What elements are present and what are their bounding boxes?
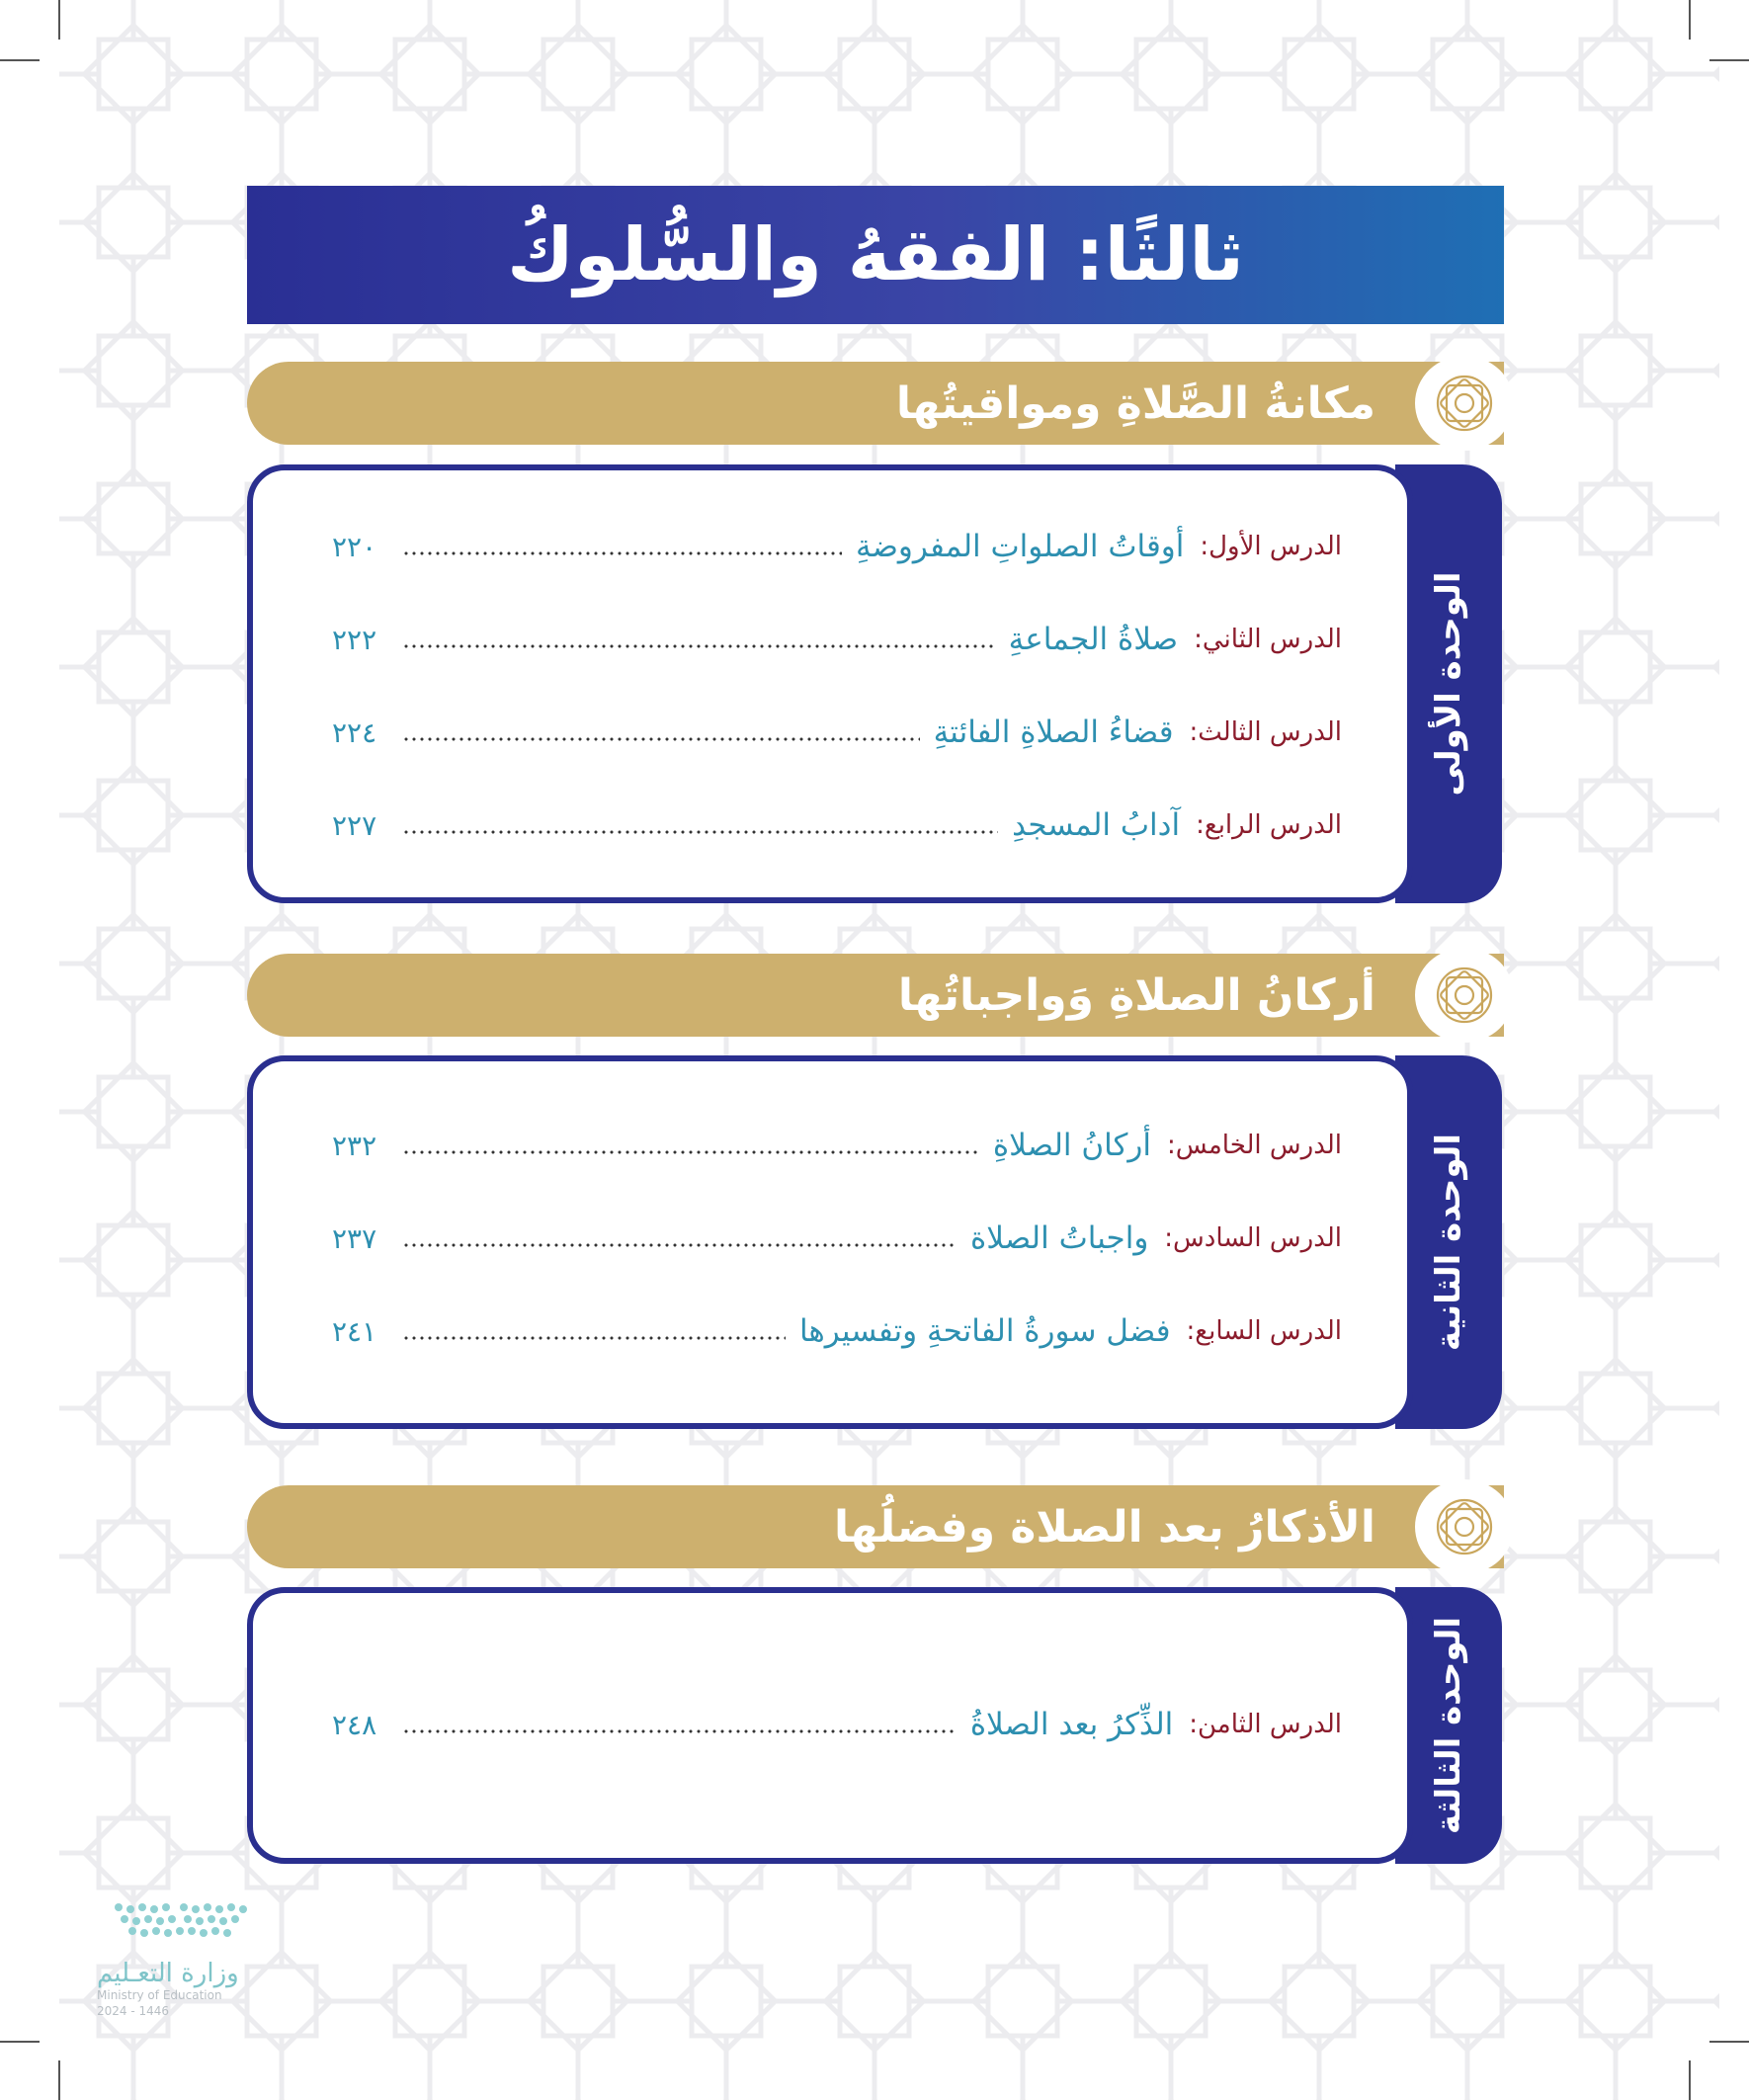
crop-mark xyxy=(1709,59,1749,61)
page-number: ٢٢٧ xyxy=(332,808,377,842)
unit-label: الوحدة الأولى xyxy=(1429,571,1468,797)
lesson-title: أوقاتُ الصلواتِ المفروضةِ xyxy=(855,529,1185,564)
dot-leader xyxy=(402,1243,957,1247)
page-title: ثالثًا: الفقهُ والسُّلوكُ xyxy=(507,212,1244,297)
section-tab xyxy=(1415,948,1514,1043)
dot-leader xyxy=(402,551,842,555)
section-header-3 xyxy=(247,1485,1504,1568)
lesson-row[interactable] xyxy=(332,708,1342,757)
crop-mark xyxy=(1689,2060,1691,2100)
unit-box-1 xyxy=(247,464,1413,903)
lesson-row[interactable] xyxy=(332,1306,1342,1356)
lesson-title: أركانُ الصلاةِ xyxy=(992,1128,1151,1163)
lesson-label: الدرس الثامن: xyxy=(1189,1710,1342,1739)
page-number: ٢٣٧ xyxy=(332,1221,377,1255)
unit-label: الوحدة الثانية xyxy=(1429,1133,1468,1352)
logo-year: 2024 - 1446 xyxy=(97,2004,170,2018)
dot-leader xyxy=(402,644,994,648)
lesson-label: الدرس السابع: xyxy=(1186,1316,1342,1346)
dot-leader xyxy=(402,1150,979,1154)
page-number: ٢٢٠ xyxy=(332,530,377,563)
lesson-row[interactable] xyxy=(332,1121,1342,1170)
section-tab xyxy=(1415,1479,1514,1574)
lesson-title: فضل سورةُ الفاتحةِ وتفسيرها xyxy=(798,1313,1171,1349)
lesson-label: الدرس الرابع: xyxy=(1196,810,1342,840)
lesson-title: واجباتُ الصلاة xyxy=(970,1220,1149,1256)
page-number: ٢٣٢ xyxy=(332,1129,377,1162)
section-heading: أركانُ الصلاةِ وَواجباتُها xyxy=(897,969,1375,1021)
unit-box-2 xyxy=(247,1055,1413,1429)
section-header-2 xyxy=(247,954,1504,1037)
unit-label: الوحدة الثالثة xyxy=(1429,1616,1468,1835)
page-number: ٢٢٤ xyxy=(332,715,377,749)
lesson-row[interactable] xyxy=(332,800,1342,850)
lesson-label: الدرس الخامس: xyxy=(1166,1131,1342,1160)
section-header-1 xyxy=(247,362,1504,445)
crop-mark xyxy=(0,59,40,61)
flower-ornament-icon xyxy=(1425,364,1504,443)
lesson-label: الدرس الثاني: xyxy=(1194,625,1342,654)
lesson-row[interactable] xyxy=(332,615,1342,664)
page-number: ٢٤١ xyxy=(332,1314,377,1348)
lesson-row[interactable] xyxy=(332,522,1342,571)
ministry-logo xyxy=(97,1897,255,2018)
lesson-label: الدرس الأول: xyxy=(1200,532,1342,561)
crop-mark xyxy=(0,2041,40,2043)
page-number: ٢٤٨ xyxy=(332,1708,377,1741)
lesson-title: قضاءُ الصلاةِ الفائتةِ xyxy=(933,714,1174,750)
lesson-title: الذِّكرُ بعد الصلاةُ xyxy=(969,1707,1174,1742)
page-number: ٢٢٢ xyxy=(332,623,377,656)
lesson-title: آدابُ المسجدِ xyxy=(1012,807,1181,843)
lesson-title: صلاةُ الجماعةِ xyxy=(1008,622,1179,657)
crop-mark xyxy=(58,2060,60,2100)
logo-dots-icon xyxy=(107,1897,255,1953)
lesson-row[interactable] xyxy=(332,1700,1342,1749)
dot-leader xyxy=(402,737,919,741)
dot-leader xyxy=(402,1729,957,1733)
lesson-label: الدرس الثالث: xyxy=(1189,717,1342,747)
unit-box-3 xyxy=(247,1587,1413,1864)
section-heading: الأذكارُ بعد الصلاة وفضلُها xyxy=(834,1501,1375,1553)
logo-english-text: Ministry of Education xyxy=(97,1988,222,2002)
lesson-row[interactable] xyxy=(332,1214,1342,1263)
flower-ornament-icon xyxy=(1425,956,1504,1035)
lesson-label: الدرس السادس: xyxy=(1164,1223,1342,1253)
flower-ornament-icon xyxy=(1425,1487,1504,1566)
section-tab xyxy=(1415,356,1514,451)
dot-leader xyxy=(402,830,998,834)
crop-mark xyxy=(1689,0,1691,40)
title-banner xyxy=(247,186,1504,324)
crop-mark xyxy=(1709,2041,1749,2043)
dot-leader xyxy=(402,1336,786,1340)
section-heading: مكانةُ الصَّلاةِ ومواقيتُها xyxy=(895,378,1375,429)
crop-mark xyxy=(58,0,60,40)
logo-arabic-text: وزارة التعـليم xyxy=(97,1959,239,1988)
